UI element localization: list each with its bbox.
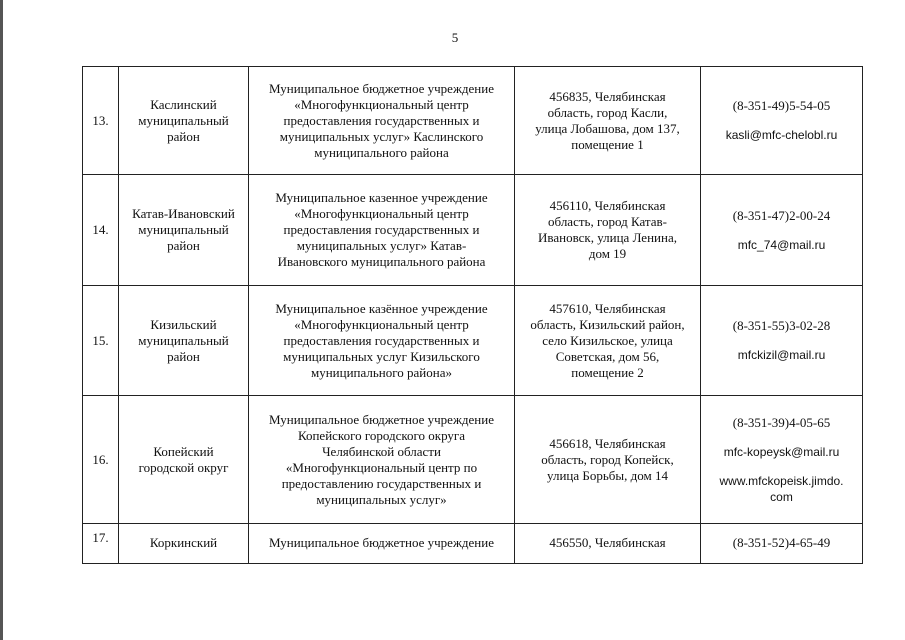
address: 456835, Челябинская область, город Касли, улица Лобашова, дом 137, помещение 1 — [515, 67, 701, 175]
phone: (8-351-47)2-00-24 — [732, 207, 831, 223]
district-name: Каслинский муниципальный район — [119, 67, 249, 175]
row-number: 16. — [83, 396, 119, 524]
contacts-cell — [701, 286, 863, 396]
phone: (8-351-52)4-65-49 — [732, 535, 831, 550]
table-row — [83, 524, 863, 564]
institution-name: Муниципальное бюджетное учреждение — [249, 524, 515, 564]
contacts-cell — [701, 396, 863, 524]
row-number: 14. — [83, 175, 119, 286]
mfc-registry-table — [82, 66, 863, 564]
address: 456110, Челябинская область, город Катав- Ивановск, улица Ленина, дом 19 — [515, 175, 701, 286]
address: 456618, Челябинская область, город Копейск, улица Борьбы, дом 14 — [515, 396, 701, 524]
address: 457610, Челябинская область, Кизильский район, село Кизильское, улица Советская, дом 56, помещение 2 — [515, 286, 701, 396]
district-name: Копейский городской округ — [119, 396, 249, 524]
table-row — [83, 67, 863, 175]
row-number: 13. — [83, 67, 119, 175]
contacts-cell — [701, 67, 863, 175]
email-link[interactable]: mfc_74@mail.ru — [737, 237, 826, 252]
district-name: Катав-Ивановский муниципальный район — [119, 175, 249, 286]
row-number: 17. — [83, 524, 119, 564]
website-link[interactable]: www.mfckopeisk.jimdo. com — [719, 473, 844, 504]
table-row — [83, 396, 863, 524]
phone: (8-351-55)3-02-28 — [732, 318, 831, 333]
table-row — [83, 175, 863, 286]
phone: (8-351-39)4-05-65 — [732, 414, 831, 430]
institution-name: Муниципальное бюджетное учреждение Копейского городского округа Челябинской области «Многофункциональный центр по предоставлению государственных и муниципальных услуг» — [249, 396, 515, 524]
institution-name: Муниципальное казённое учреждение «Многофункциональный центр предоставления государственных и муниципальных услуг Кизильского муниципального района» — [249, 286, 515, 396]
page-left-edge — [0, 0, 3, 640]
address: 456550, Челябинская — [515, 524, 701, 564]
row-number: 15. — [83, 286, 119, 396]
institution-name: Муниципальное казенное учреждение «Многофункциональный центр предоставления государственных и муниципальных услуг» Катав- Ивановского муниципального района — [249, 175, 515, 286]
district-name: Коркинский — [119, 524, 249, 564]
table-row — [83, 286, 863, 396]
email-link[interactable]: kasli@mfc-chelobl.ru — [725, 128, 838, 142]
phone: (8-351-49)5-54-05 — [732, 98, 831, 113]
email-link[interactable]: mfc-kopeysk@mail.ru — [723, 444, 840, 459]
page-number: 5 — [451, 30, 459, 45]
institution-name: Муниципальное бюджетное учреждение «Многофункциональный центр предоставления государственных и муниципальных услуг» Каслинского муниципального района — [249, 67, 515, 175]
contacts-cell — [701, 524, 863, 564]
email-link[interactable]: mfckizil@mail.ru — [737, 348, 826, 362]
district-name: Кизильский муниципальный район — [119, 286, 249, 396]
contacts-cell — [701, 175, 863, 286]
